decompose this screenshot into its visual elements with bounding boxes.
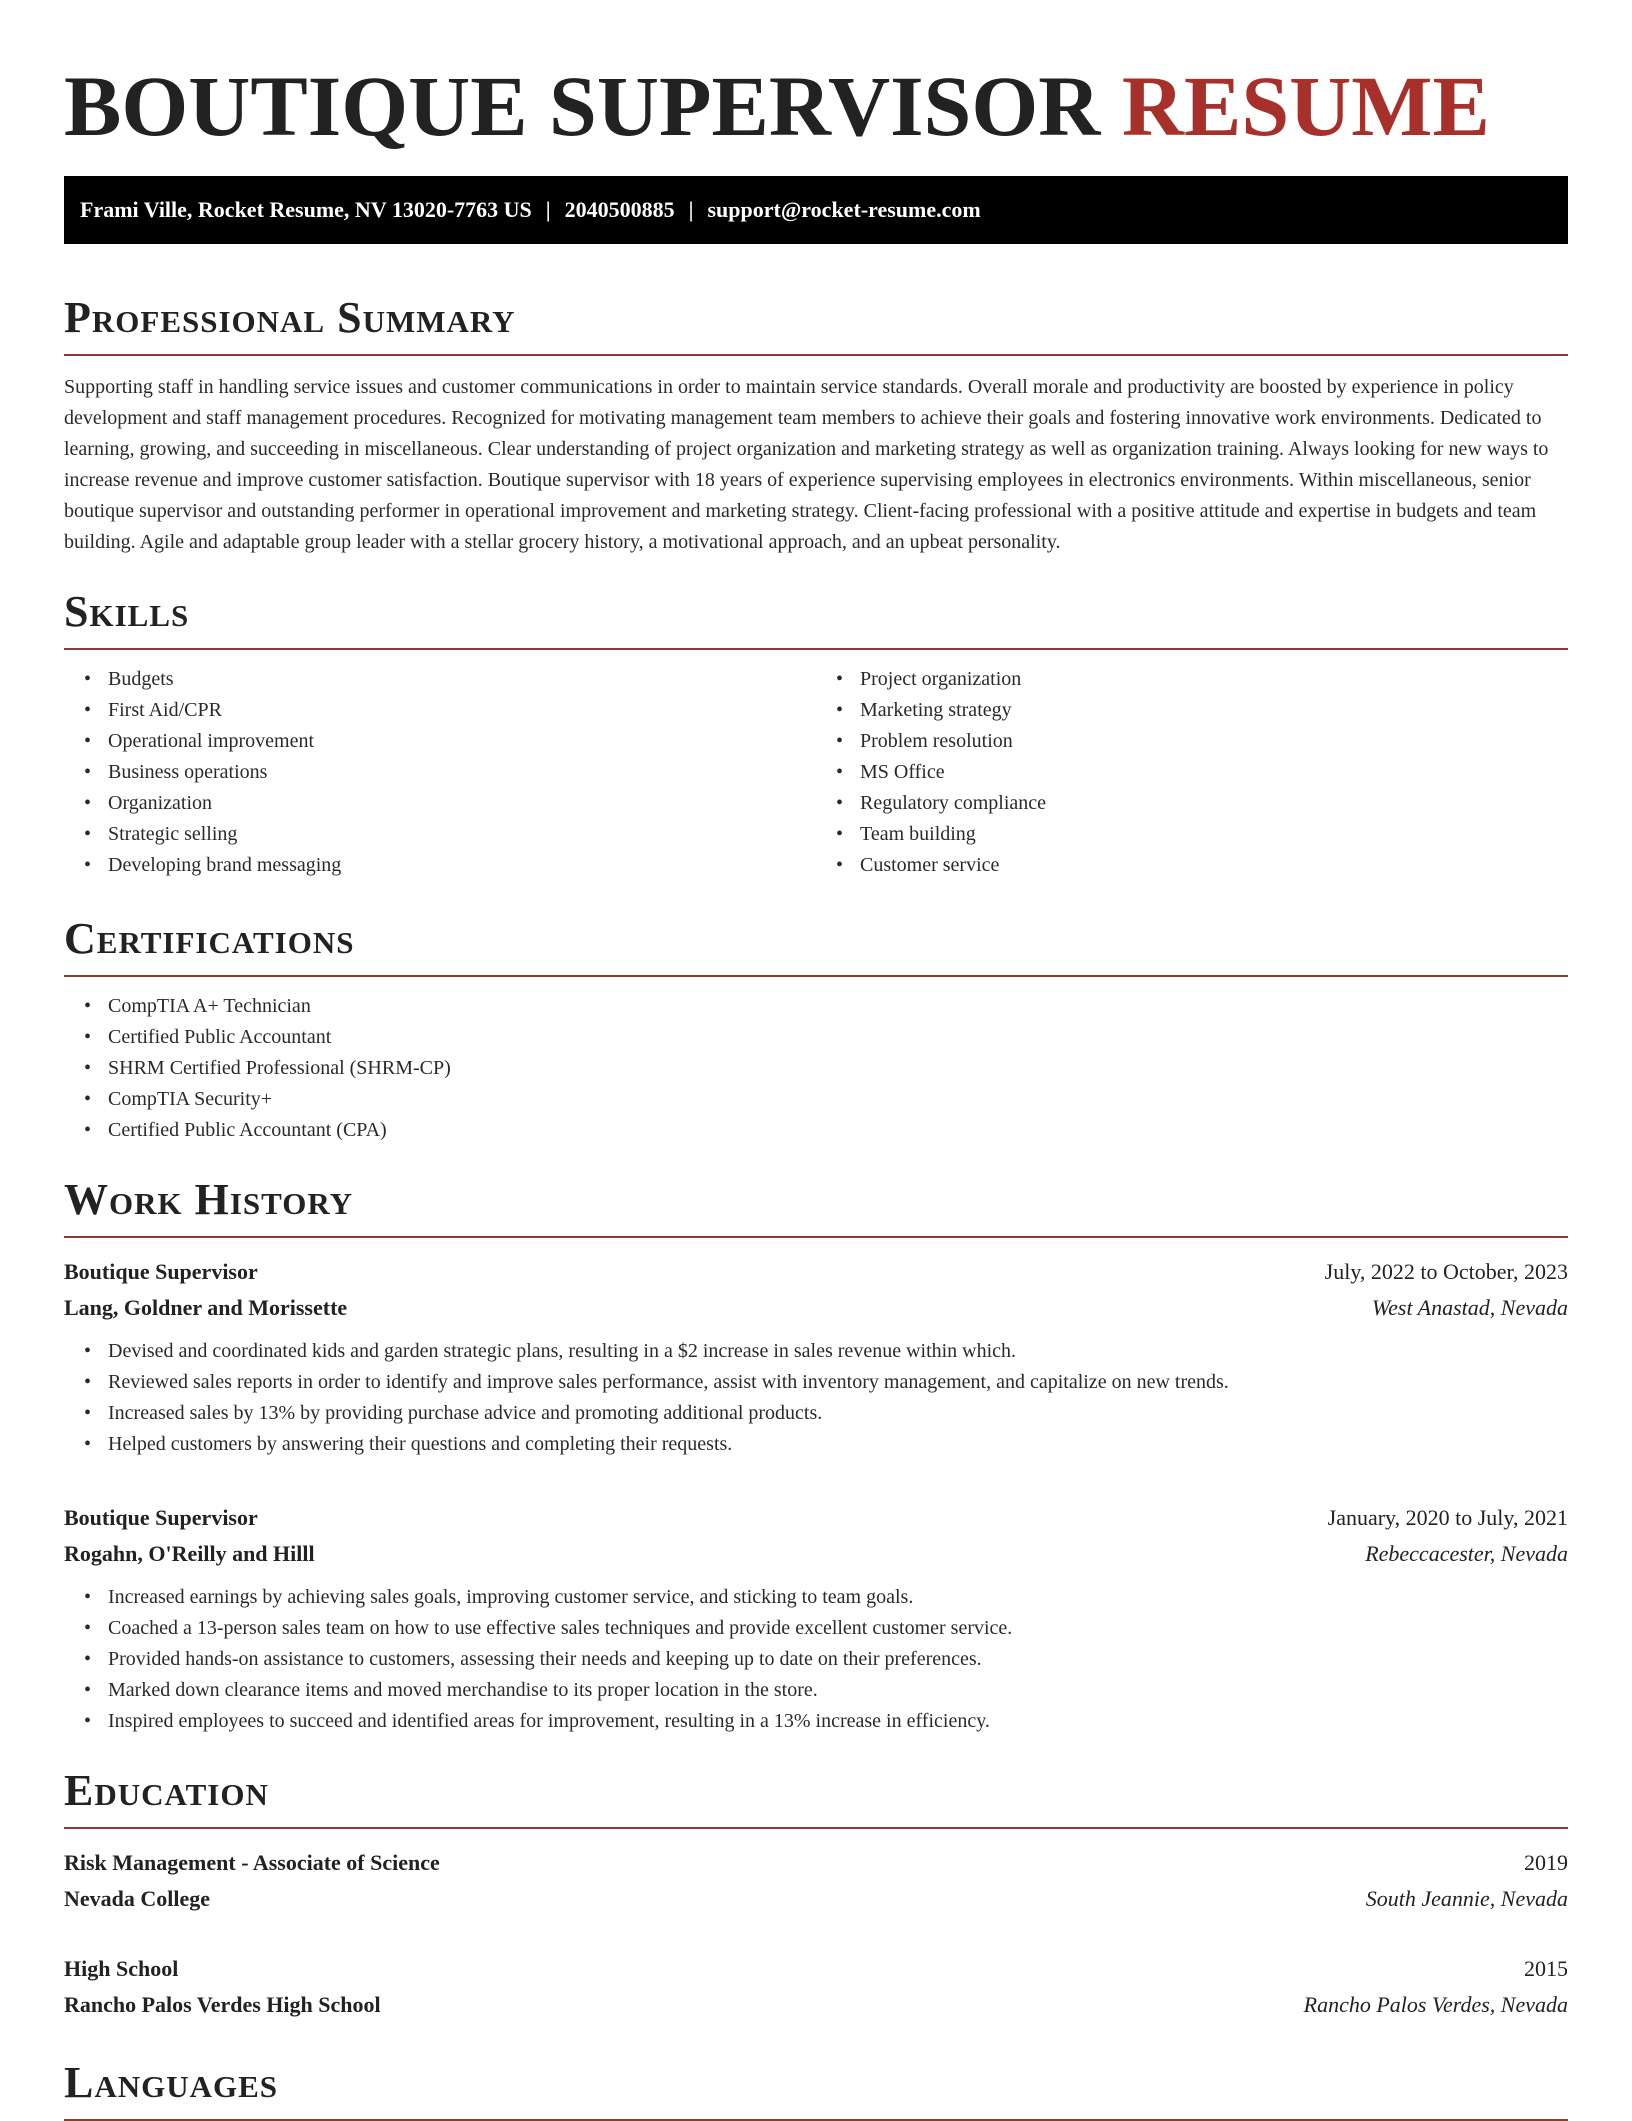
job-entry	[64, 1254, 1568, 1460]
skills-list-right	[816, 664, 1568, 881]
contact-address: Frami Ville, Rocket Resume, NV 13020-7763 US	[80, 197, 532, 222]
job-duty: • Provided hands-on assistance to customers, assessing their needs and keeping up to date on their preferences.	[108, 1644, 1568, 1675]
education-school-row	[64, 1987, 1568, 2023]
education-school-row	[64, 1881, 1568, 1917]
resume-page	[64, 0, 1568, 2121]
education-entry	[64, 1951, 1568, 2023]
job-company-row	[64, 1290, 1568, 1326]
job-dates: January, 2020 to July, 2021	[1327, 1505, 1568, 1530]
job-duty: • Increased sales by 13% by providing purchase advice and promoting additional products.	[108, 1398, 1568, 1429]
skill-item: • Developing brand messaging	[108, 850, 816, 881]
certification-item: • CompTIA Security+	[108, 1084, 1568, 1115]
contact-bar	[64, 176, 1568, 244]
certifications-section	[64, 913, 1568, 1146]
skill-item: • Customer service	[860, 850, 1568, 881]
summary-heading: Professional Summary	[64, 292, 1568, 356]
skill-item: • Organization	[108, 788, 816, 819]
certification-item: • SHRM Certified Professional (SHRM-CP)	[108, 1053, 1568, 1084]
skills-columns	[64, 650, 1568, 881]
work-history-heading: Work History	[64, 1174, 1568, 1238]
education-school: Rancho Palos Verdes High School	[64, 1992, 381, 2017]
skills-list-left	[64, 664, 816, 881]
title-accent: RESUME	[1121, 58, 1490, 154]
certification-item: • Certified Public Accountant	[108, 1022, 1568, 1053]
job-duties-list	[64, 1336, 1568, 1460]
skill-item: • Operational improvement	[108, 726, 816, 757]
skill-item: • Business operations	[108, 757, 816, 788]
education-school: Nevada College	[64, 1886, 211, 1911]
education-degree: High School	[64, 1956, 179, 1981]
education-location: South Jeannie, Nevada	[1365, 1886, 1568, 1911]
education-section	[64, 1765, 1568, 2023]
skills-section	[64, 586, 1568, 881]
certifications-list	[64, 991, 1568, 1146]
job-duties-list	[64, 1582, 1568, 1737]
certifications-heading: Certifications	[64, 913, 1568, 977]
certification-item: • Certified Public Accountant (CPA)	[108, 1115, 1568, 1146]
skill-item: • Marketing strategy	[860, 695, 1568, 726]
skills-heading: Skills	[64, 586, 1568, 650]
languages-heading: Languages	[64, 2057, 1568, 2121]
job-location: West Anastad, Nevada	[1371, 1295, 1568, 1320]
job-duty: • Marked down clearance items and moved merchandise to its proper location in the store.	[108, 1675, 1568, 1706]
job-dates: July, 2022 to October, 2023	[1324, 1259, 1568, 1284]
contact-email[interactable]: support@rocket-resume.com	[707, 197, 981, 222]
job-duty: • Devised and coordinated kids and garden strategic plans, resulting in a $2 increase in sales revenue within which.	[108, 1336, 1568, 1367]
job-title-row	[64, 1500, 1568, 1536]
certification-item: • CompTIA A+ Technician	[108, 991, 1568, 1022]
job-duty: • Coached a 13-person sales team on how to use effective sales techniques and provide excellent customer service.	[108, 1613, 1568, 1644]
job-title: Boutique Supervisor	[64, 1505, 258, 1530]
skill-item: • MS Office	[860, 757, 1568, 788]
education-location: Rancho Palos Verdes, Nevada	[1303, 1992, 1568, 2017]
job-location: Rebeccacester, Nevada	[1365, 1541, 1568, 1566]
education-year: 2015	[1524, 1956, 1568, 1981]
job-company-row	[64, 1536, 1568, 1572]
skill-item: • Budgets	[108, 664, 816, 695]
education-heading: Education	[64, 1765, 1568, 1829]
job-duty: • Reviewed sales reports in order to identify and improve sales performance, assist with inventory management, and capitalize on new trends.	[108, 1367, 1568, 1398]
job-duty: • Increased earnings by achieving sales goals, improving customer service, and sticking to team goals.	[108, 1582, 1568, 1613]
skill-item: • Regulatory compliance	[860, 788, 1568, 819]
education-degree-row	[64, 1951, 1568, 1987]
skill-item: • Project organization	[860, 664, 1568, 695]
job-title: Boutique Supervisor	[64, 1259, 258, 1284]
title-main: BOUTIQUE SUPERVISOR	[64, 58, 1101, 154]
job-company: Rogahn, O'Reilly and Hilll	[64, 1541, 315, 1566]
contact-separator: |	[688, 197, 694, 222]
skill-item: • Problem resolution	[860, 726, 1568, 757]
contact-phone[interactable]: 2040500885	[564, 197, 675, 222]
education-degree-row	[64, 1845, 1568, 1881]
languages-section	[64, 2057, 1568, 2121]
job-company: Lang, Goldner and Morissette	[64, 1295, 348, 1320]
job-title-row	[64, 1254, 1568, 1290]
job-entry	[64, 1500, 1568, 1737]
skill-item: • Team building	[860, 819, 1568, 850]
job-duty: • Inspired employees to succeed and identified areas for improvement, resulting in a 13% increase in efficiency.	[108, 1706, 1568, 1737]
summary-text: Supporting staff in handling service issues and customer communications in order to maintain service standards. Overall morale and productivity are boosted by experience in policy development and staff management procedures. Recognized for motivating management team members to achieve their goals and fostering innovative work environments. Dedicated to learning, growing, and succeeding in miscellaneous. Clear understanding of project organization and marketing strategy as well as organization training. Always looking for new ways to increase revenue and improve customer satisfaction. Boutique supervisor with 18 years of experience supervising employees in electronics environments. Within miscellaneous, senior boutique supervisor and outstanding performer in operational improvement and marketing strategy. Client-facing professional with a positive attitude and expertise in budgets and team building. Agile and adaptable group leader with a stellar grocery history, a motivational approach, and an upbeat personality.	[64, 376, 1549, 553]
education-year: 2019	[1524, 1850, 1568, 1875]
work-history-section	[64, 1174, 1568, 1737]
education-entry	[64, 1845, 1568, 1917]
skill-item: • Strategic selling	[108, 819, 816, 850]
skill-item: • First Aid/CPR	[108, 695, 816, 726]
job-duty: • Helped customers by answering their questions and completing their requests.	[108, 1429, 1568, 1460]
education-degree: Risk Management - Associate of Science	[64, 1850, 440, 1875]
summary-section	[64, 292, 1568, 558]
page-title	[64, 0, 1568, 156]
contact-separator: |	[545, 197, 551, 222]
